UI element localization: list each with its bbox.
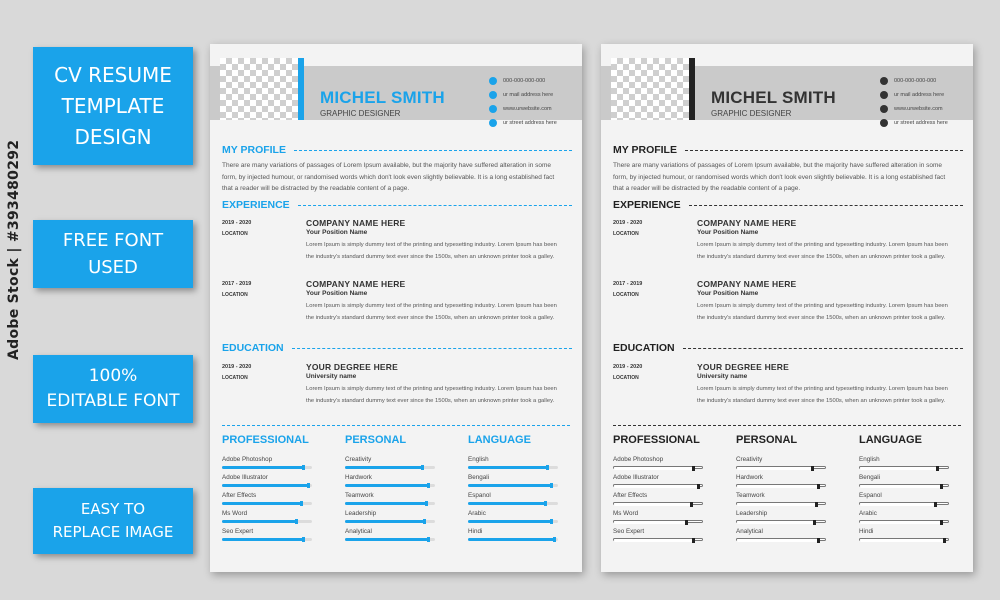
skill-level-marker (940, 520, 943, 525)
stock-id-label: Adobe Stock | #393480292 (6, 139, 22, 360)
skill-level-fill (222, 520, 296, 523)
skills-divider (613, 425, 961, 426)
badge-line: EDITABLE FONT (46, 391, 180, 411)
skill-row (859, 492, 955, 510)
skill-level-bar (736, 502, 826, 505)
skill-level-marker (307, 483, 310, 488)
skill-level-marker (936, 466, 939, 471)
skill-level-marker (815, 502, 818, 507)
skills-language (468, 434, 564, 546)
skill-level-fill (614, 539, 693, 542)
skill-level-bar (613, 484, 703, 487)
photo-placeholder[interactable] (220, 58, 298, 120)
resume-role: GRAPHIC DESIGNER (711, 109, 792, 118)
section-rule (298, 205, 572, 206)
skill-level-marker (817, 484, 820, 489)
skills-personal (736, 434, 832, 546)
skill-level-fill (222, 484, 308, 487)
skill-row (613, 474, 709, 492)
skill-level-fill (345, 538, 428, 541)
skill-level-bar (613, 538, 703, 541)
skill-level-fill (468, 538, 554, 541)
skill-level-fill (468, 520, 551, 523)
skill-level-bar (345, 538, 435, 541)
skill-row (859, 528, 955, 546)
badge-line: 100% (88, 366, 138, 386)
entry-subtitle: University name (697, 373, 748, 380)
contact-address (880, 116, 948, 130)
contact-text: ur street address here (503, 120, 557, 126)
skill-level-bar (345, 520, 435, 523)
badge-line: CV RESUME (54, 62, 172, 87)
skill-label: English (468, 456, 489, 463)
skill-label: Hindi (859, 528, 874, 535)
skill-level-fill (222, 502, 301, 505)
skill-row (859, 474, 955, 492)
skill-row (345, 528, 441, 546)
skill-row (345, 510, 441, 528)
skill-level-bar (222, 466, 312, 469)
skill-label: Arabic (859, 510, 877, 517)
profile-text: There are many variations of passages of Lorem Ipsum available, but the majority have suffered alteration in some form, by injected humour, or randomised words which don't look even slightly believable. It is a long established fact that a reader will be distracted by the readable content of a page. (222, 162, 555, 192)
skill-row (345, 456, 441, 474)
skill-label: Teamwork (345, 492, 374, 499)
skill-level-fill (614, 467, 693, 470)
skill-level-fill (860, 521, 941, 524)
resume-sheet-blue (210, 44, 582, 572)
skill-row (468, 528, 564, 546)
entry-date: 2019 - 2020 (613, 220, 643, 226)
skill-row (222, 528, 318, 546)
skill-row (468, 474, 564, 492)
skill-level-fill (860, 485, 941, 488)
contact-text: 000-000-000-000 (503, 78, 546, 84)
contact-text: www.urwebsite.com (894, 106, 943, 112)
skill-label: Bengali (468, 474, 490, 481)
skill-level-fill (345, 466, 422, 469)
contact-phone (880, 74, 948, 88)
skill-label: English (859, 456, 880, 463)
skill-row (613, 528, 709, 546)
mail-icon (489, 91, 497, 99)
badge-line: EASY TO (80, 500, 146, 518)
skill-level-fill (737, 521, 814, 524)
resume-name: MICHEL SMITH (711, 88, 836, 107)
skill-level-bar (345, 484, 435, 487)
skill-level-bar (859, 466, 949, 469)
skill-level-fill (737, 503, 816, 506)
skill-level-marker (423, 519, 426, 524)
skill-label: Adobe Photoshop (222, 456, 273, 463)
skill-level-marker (425, 501, 428, 506)
entry-date: 2019 - 2020 (222, 220, 252, 226)
badge-line: DESIGN (74, 124, 152, 149)
entry-subtitle: University name (306, 373, 357, 380)
entry-subtitle: Your Position Name (306, 290, 368, 297)
entry-description: Lorem Ipsum is simply dummy text of the printing and typesetting industry. Lorem Ipsum has been the industry's standard dummy text ever since the 1500s, when an unknown printer took a galley. (306, 386, 557, 404)
badge-replace-image (33, 488, 193, 554)
section-rule (683, 348, 963, 349)
contact-text: 000-000-000-000 (894, 78, 937, 84)
skill-level-fill (222, 538, 303, 541)
contact-list (880, 74, 948, 130)
section-title: MY PROFILE (613, 144, 677, 156)
skill-level-bar (859, 538, 949, 541)
skills-column-title: LANGUAGE (468, 434, 531, 446)
section-rule (685, 150, 963, 151)
entry-description: Lorem Ipsum is simply dummy text of the printing and typesetting industry. Lorem Ipsum has been the industry's standard dummy text ever since the 1500s, when an unknown printer took a galley. (697, 386, 948, 404)
skill-level-fill (345, 502, 426, 505)
skill-row (468, 510, 564, 528)
skill-level-marker (295, 519, 298, 524)
skill-level-bar (222, 538, 312, 541)
entry-description: Lorem Ipsum is simply dummy text of the printing and typesetting industry. Lorem Ipsum has been the industry's standard dummy text ever since the 1500s, when an unknown printer took a galley. (697, 303, 948, 321)
skill-level-bar (613, 502, 703, 505)
profile-heading (613, 144, 963, 156)
skill-label: Ms Word (222, 510, 248, 517)
skill-label: After Effects (222, 492, 257, 499)
globe-icon (489, 105, 497, 113)
entry-title: YOUR DEGREE HERE (306, 362, 398, 372)
skill-label: Hindi (468, 528, 483, 535)
skill-level-fill (860, 503, 935, 506)
photo-accent (298, 58, 304, 120)
skill-level-fill (468, 484, 551, 487)
entry-location: LOCATION (613, 375, 639, 381)
entry-description: Lorem Ipsum is simply dummy text of the printing and typesetting industry. Lorem Ipsum has been the industry's standard dummy text ever since the 1500s, when an unknown printer took a galley. (306, 242, 557, 260)
entry-title: COMPANY NAME HERE (697, 218, 797, 228)
contact-text: ur mail address here (503, 92, 554, 98)
photo-placeholder[interactable] (611, 58, 689, 120)
contact-text: www.urwebsite.com (503, 106, 552, 112)
skill-level-marker (300, 501, 303, 506)
entry-date: 2019 - 2020 (613, 364, 643, 370)
skill-level-bar (345, 502, 435, 505)
skill-level-marker (685, 520, 688, 525)
resume-name: MICHEL SMITH (320, 88, 445, 107)
skill-label: Leadership (736, 510, 768, 517)
skill-level-fill (737, 467, 812, 470)
skill-label: Leadership (345, 510, 377, 517)
skill-row (859, 510, 955, 528)
skill-level-bar (222, 502, 312, 505)
skill-level-marker (550, 483, 553, 488)
contact-email (489, 88, 557, 102)
skill-level-bar (222, 484, 312, 487)
entry-location: LOCATION (613, 231, 639, 237)
entry-title: YOUR DEGREE HERE (697, 362, 789, 372)
badge-editable-font (33, 355, 193, 423)
skill-level-marker (553, 537, 556, 542)
skill-row (222, 474, 318, 492)
skill-row (736, 528, 832, 546)
skill-level-fill (468, 466, 547, 469)
section-title: EXPERIENCE (222, 199, 290, 211)
skills-personal (345, 434, 441, 546)
skill-level-fill (222, 466, 303, 469)
skill-row (345, 492, 441, 510)
skill-label: Hardwork (736, 474, 763, 481)
skill-label: Creativity (736, 456, 763, 463)
entry-date: 2017 - 2019 (222, 281, 252, 287)
skills-professional (222, 434, 318, 546)
skills-column-title: PROFESSIONAL (222, 434, 309, 446)
badge-free-font (33, 220, 193, 288)
skill-row (613, 510, 709, 528)
skills-column-title: PERSONAL (345, 434, 407, 446)
skill-level-bar (222, 520, 312, 523)
entry-location: LOCATION (222, 375, 248, 381)
skill-label: Adobe Illustrator (222, 474, 268, 481)
profile-text: There are many variations of passages of Lorem Ipsum available, but the majority have suffered alteration in some form, by injected humour, or randomised words which don't look even slightly believable. It is a long established fact that a reader will be distracted by the readable content of a page. (613, 162, 946, 192)
skill-level-marker (813, 520, 816, 525)
skill-row (736, 474, 832, 492)
skill-level-marker (811, 466, 814, 471)
skill-level-fill (737, 485, 818, 488)
skill-level-bar (613, 466, 703, 469)
location-pin-icon (880, 119, 888, 127)
skill-row (736, 510, 832, 528)
skills-column-title: PROFESSIONAL (613, 434, 700, 446)
section-title: EXPERIENCE (613, 199, 681, 211)
skill-label: Adobe Photoshop (613, 456, 664, 463)
entry-location: LOCATION (613, 292, 639, 298)
skill-level-fill (860, 539, 944, 542)
experience-heading (222, 199, 572, 211)
skills-divider (222, 425, 570, 426)
skill-level-bar (468, 466, 558, 469)
badge-cv-resume-template (33, 47, 193, 165)
contact-list (489, 74, 557, 130)
section-title: MY PROFILE (222, 144, 286, 156)
skill-level-marker (427, 537, 430, 542)
experience-heading (613, 199, 963, 211)
skill-level-fill (468, 502, 545, 505)
skill-row (345, 474, 441, 492)
phone-icon (489, 77, 497, 85)
skill-level-bar (859, 484, 949, 487)
skill-level-marker (692, 466, 695, 471)
skill-level-bar (736, 520, 826, 523)
entry-date: 2019 - 2020 (222, 364, 252, 370)
contact-website (880, 102, 948, 116)
badge-line: TEMPLATE (61, 93, 165, 118)
skill-level-fill (614, 485, 698, 488)
contact-text: ur mail address here (894, 92, 945, 98)
skill-level-fill (860, 467, 937, 470)
skill-level-marker (697, 484, 700, 489)
skill-row (222, 492, 318, 510)
skill-level-bar (468, 538, 558, 541)
skill-level-fill (737, 539, 818, 542)
profile-heading (222, 144, 572, 156)
contact-text: ur street address here (894, 120, 948, 126)
entry-description: Lorem Ipsum is simply dummy text of the printing and typesetting industry. Lorem Ipsum has been the industry's standard dummy text ever since the 1500s, when an unknown printer took a galley. (697, 242, 948, 260)
skill-level-bar (613, 520, 703, 523)
badge-line: USED (88, 257, 138, 278)
entry-title: COMPANY NAME HERE (697, 279, 797, 289)
skill-label: Adobe Illustrator (613, 474, 659, 481)
skill-label: Espanol (468, 492, 491, 499)
entry-title: COMPANY NAME HERE (306, 218, 406, 228)
contact-website (489, 102, 557, 116)
skill-level-marker (544, 501, 547, 506)
skill-label: Ms Word (613, 510, 639, 517)
resume-sheet-dark (601, 44, 973, 572)
skill-level-marker (302, 465, 305, 470)
skill-level-marker (943, 538, 946, 543)
skill-level-fill (345, 520, 424, 523)
entry-subtitle: Your Position Name (697, 290, 759, 297)
skill-label: Analytical (736, 528, 763, 535)
skill-row (222, 456, 318, 474)
skill-row (468, 492, 564, 510)
entry-title: COMPANY NAME HERE (306, 279, 406, 289)
education-heading (222, 342, 572, 354)
badge-line: REPLACE IMAGE (52, 523, 174, 541)
contact-email (880, 88, 948, 102)
phone-icon (880, 77, 888, 85)
globe-icon (880, 105, 888, 113)
resume-role: GRAPHIC DESIGNER (320, 109, 401, 118)
skill-level-bar (859, 520, 949, 523)
skill-label: Bengali (859, 474, 881, 481)
entry-description: Lorem Ipsum is simply dummy text of the printing and typesetting industry. Lorem Ipsum has been the industry's standard dummy text ever since the 1500s, when an unknown printer took a galley. (306, 303, 557, 321)
skill-row (613, 456, 709, 474)
skill-label: After Effects (613, 492, 648, 499)
badge-line: FREE FONT (62, 230, 164, 251)
skill-level-marker (934, 502, 937, 507)
skill-level-bar (468, 502, 558, 505)
skill-level-marker (302, 537, 305, 542)
entry-location: LOCATION (222, 231, 248, 237)
photo-accent (689, 58, 695, 120)
skills-professional (613, 434, 709, 546)
skills-column-title: PERSONAL (736, 434, 798, 446)
section-rule (689, 205, 963, 206)
contact-address (489, 116, 557, 130)
skill-level-marker (421, 465, 424, 470)
skill-row (859, 456, 955, 474)
mail-icon (880, 91, 888, 99)
skill-label: Hardwork (345, 474, 372, 481)
skill-level-marker (427, 483, 430, 488)
skill-row (222, 510, 318, 528)
skill-level-bar (345, 466, 435, 469)
entry-location: LOCATION (222, 292, 248, 298)
skill-level-fill (614, 521, 686, 524)
skill-level-marker (692, 538, 695, 543)
skill-level-marker (817, 538, 820, 543)
skill-label: Arabic (468, 510, 486, 517)
skill-label: Seo Expert (613, 528, 645, 535)
skill-level-marker (546, 465, 549, 470)
skill-label: Analytical (345, 528, 372, 535)
skill-level-bar (736, 484, 826, 487)
skill-row (736, 456, 832, 474)
skill-level-bar (468, 520, 558, 523)
entry-date: 2017 - 2019 (613, 281, 643, 287)
skill-level-marker (940, 484, 943, 489)
skill-label: Teamwork (736, 492, 765, 499)
section-rule (294, 150, 572, 151)
skill-row (613, 492, 709, 510)
skill-row (736, 492, 832, 510)
skill-level-marker (690, 502, 693, 507)
skill-level-bar (468, 484, 558, 487)
skill-label: Espanol (859, 492, 882, 499)
skill-level-bar (736, 538, 826, 541)
location-pin-icon (489, 119, 497, 127)
skill-level-fill (345, 484, 428, 487)
skills-language (859, 434, 955, 546)
section-title: EDUCATION (222, 342, 284, 354)
skill-level-bar (859, 502, 949, 505)
education-heading (613, 342, 963, 354)
contact-phone (489, 74, 557, 88)
skill-level-fill (614, 503, 691, 506)
entry-subtitle: Your Position Name (306, 229, 368, 236)
skill-label: Seo Expert (222, 528, 254, 535)
skill-level-marker (550, 519, 553, 524)
skill-row (468, 456, 564, 474)
skill-level-bar (736, 466, 826, 469)
section-rule (292, 348, 572, 349)
skills-column-title: LANGUAGE (859, 434, 922, 446)
section-title: EDUCATION (613, 342, 675, 354)
skill-label: Creativity (345, 456, 372, 463)
entry-subtitle: Your Position Name (697, 229, 759, 236)
